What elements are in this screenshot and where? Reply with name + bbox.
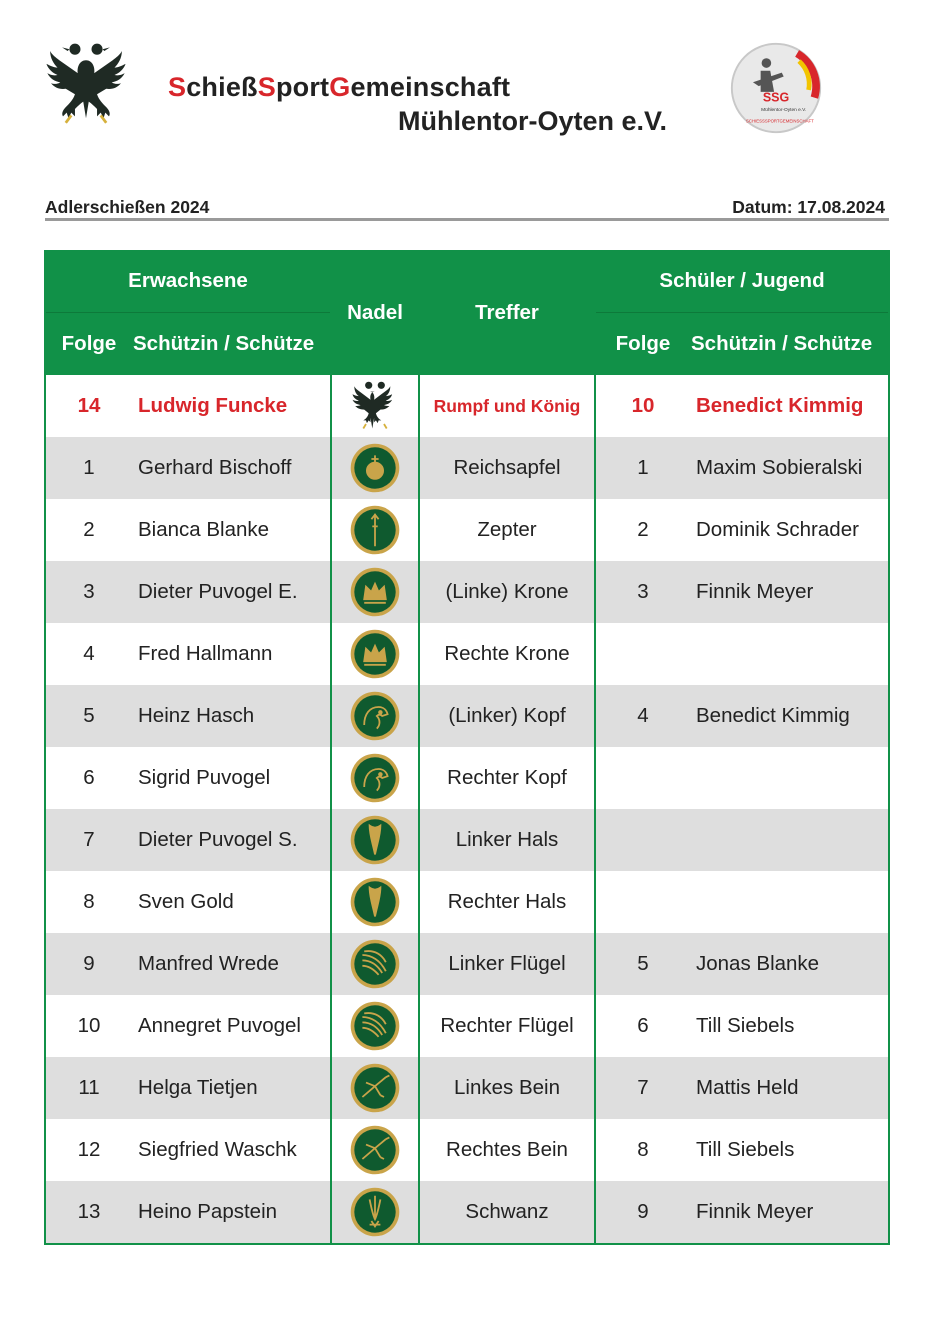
hit-cell: Rechter Hals: [419, 871, 595, 933]
youth-shooter: Maxim Sobieralski: [690, 437, 889, 499]
pin-cell: [331, 561, 419, 623]
adult-shooter: Ludwig Funcke: [132, 375, 331, 437]
adult-shooter: Manfred Wrede: [132, 933, 331, 995]
table-row: [45, 747, 889, 809]
club-name-part: S: [257, 72, 276, 102]
hit-cell: (Linke) Krone: [419, 561, 595, 623]
table-row: [45, 1119, 889, 1181]
imperial-orb-pin-icon: [348, 441, 402, 495]
adult-seq: 1: [45, 437, 132, 499]
crown-pin-icon: [348, 565, 402, 619]
table-row: [45, 995, 889, 1057]
pin-cell: [331, 375, 419, 437]
pin-cell: [331, 1057, 419, 1119]
pin-cell: [331, 933, 419, 995]
adult-seq: 9: [45, 933, 132, 995]
youth-seq: [595, 809, 690, 871]
hit-cell: Reichsapfel: [419, 437, 595, 499]
pin-cell: [331, 437, 419, 499]
hit-cell: Rumpf und König: [419, 375, 595, 437]
ssg-logo-text: SCHIESSSPORTGEMEINSCHAFT: [745, 118, 814, 124]
adult-shooter: Fred Hallmann: [132, 623, 331, 685]
hit-cell: Zepter: [419, 499, 595, 561]
youth-seq: 7: [595, 1057, 690, 1119]
club-location: Mühlentor-Oyten e.V.: [398, 106, 668, 136]
youth-shooter: Mattis Held: [690, 1057, 889, 1119]
youth-shooter: [690, 747, 889, 809]
youth-shooter: [690, 871, 889, 933]
hit-cell: Rechter Flügel: [419, 995, 595, 1057]
adult-seq: 5: [45, 685, 132, 747]
eagle-head-pin-icon: [348, 751, 402, 805]
table-row: [45, 561, 889, 623]
adult-shooter: Bianca Blanke: [132, 499, 331, 561]
youth-shooter: [690, 623, 889, 685]
adult-shooter: Gerhard Bischoff: [132, 437, 331, 499]
hit-cell: Linker Flügel: [419, 933, 595, 995]
scepter-pin-icon: [348, 503, 402, 557]
club-name: [168, 72, 510, 103]
table-row: [45, 375, 889, 437]
adult-seq: 8: [45, 871, 132, 933]
youth-seq: 2: [595, 499, 690, 561]
event-meta: [45, 197, 887, 219]
table-row: [45, 437, 889, 499]
adult-seq: 12: [45, 1119, 132, 1181]
youth-seq: 4: [595, 685, 690, 747]
adult-shooter: Heinz Hasch: [132, 685, 331, 747]
wing-pin-icon: [348, 937, 402, 991]
table-row: [45, 1057, 889, 1119]
hit-cell: Rechtes Bein: [419, 1119, 595, 1181]
club-name-part: chieß: [186, 72, 258, 102]
youth-shooter: [690, 809, 889, 871]
youth-seq: 10: [595, 375, 690, 437]
adult-seq: 10: [45, 995, 132, 1057]
column-header-seq: Folge: [45, 313, 132, 376]
pin-cell: [331, 1181, 419, 1244]
youth-shooter: Dominik Schrader: [690, 499, 889, 561]
club-name-part: G: [329, 72, 351, 102]
ssg-club-logo-icon: [728, 40, 824, 136]
eagle-head-pin-icon: [348, 689, 402, 743]
adult-shooter: Dieter Puvogel E.: [132, 561, 331, 623]
youth-shooter: Till Siebels: [690, 995, 889, 1057]
youth-seq: 3: [595, 561, 690, 623]
leg-pin-icon: [348, 1061, 402, 1115]
neck-pin-icon: [348, 875, 402, 929]
hit-cell: Linkes Bein: [419, 1057, 595, 1119]
event-date: Datum: 17.08.2024: [732, 197, 885, 217]
table-row: [45, 871, 889, 933]
youth-shooter: Till Siebels: [690, 1119, 889, 1181]
ssg-logo-text: SSG: [762, 90, 790, 105]
pin-cell: [331, 685, 419, 747]
adult-shooter: Sigrid Puvogel: [132, 747, 331, 809]
eagle-icon: [348, 379, 402, 433]
group-header-adults: Erwachsene: [45, 250, 331, 313]
pin-cell: [331, 871, 419, 933]
eagle-logo-icon: [40, 40, 132, 132]
column-header-hit: Treffer: [419, 250, 595, 375]
tail-pin-icon: [348, 1185, 402, 1239]
table-row: [45, 499, 889, 561]
table-row: [45, 623, 889, 685]
pin-cell: [331, 747, 419, 809]
youth-shooter: Benedict Kimmig: [690, 375, 889, 437]
table-row: [45, 809, 889, 871]
youth-shooter: Benedict Kimmig: [690, 685, 889, 747]
ssg-logo-text: Mühlentor-Oyten e.V.: [761, 108, 807, 114]
table-row: [45, 933, 889, 995]
youth-seq: 1: [595, 437, 690, 499]
hit-cell: (Linker) Kopf: [419, 685, 595, 747]
leg-pin-icon: [348, 1123, 402, 1177]
pin-cell: [331, 995, 419, 1057]
adult-shooter: Siegfried Waschk: [132, 1119, 331, 1181]
adult-shooter: Helga Tietjen: [132, 1057, 331, 1119]
club-name-part: port: [275, 72, 330, 102]
table-row: [45, 685, 889, 747]
pin-cell: [331, 809, 419, 871]
youth-seq: [595, 747, 690, 809]
adult-seq: 7: [45, 809, 132, 871]
group-header-youth: Schüler / Jugend: [595, 250, 889, 313]
adult-shooter: Heino Papstein: [132, 1181, 331, 1244]
youth-shooter: Finnik Meyer: [690, 1181, 889, 1244]
youth-seq: 9: [595, 1181, 690, 1244]
neck-pin-icon: [348, 813, 402, 867]
column-header-seq: Folge: [595, 313, 690, 376]
hit-cell: Schwanz: [419, 1181, 595, 1244]
adult-seq: 3: [45, 561, 132, 623]
adult-seq: 2: [45, 499, 132, 561]
adult-seq: 13: [45, 1181, 132, 1244]
club-name-part: emeinschaft: [350, 72, 511, 102]
column-header-shooter: Schützin / Schütze: [690, 313, 889, 376]
event-title: Adlerschießen 2024: [45, 197, 210, 217]
adult-seq: 11: [45, 1057, 132, 1119]
table-row: [45, 1181, 889, 1244]
adult-seq: 4: [45, 623, 132, 685]
youth-seq: 6: [595, 995, 690, 1057]
adult-shooter: Dieter Puvogel S.: [132, 809, 331, 871]
pin-cell: [331, 623, 419, 685]
youth-seq: [595, 871, 690, 933]
youth-shooter: Finnik Meyer: [690, 561, 889, 623]
hit-cell: Rechte Krone: [419, 623, 595, 685]
adult-seq: 14: [45, 375, 132, 437]
column-header-shooter: Schützin / Schütze: [132, 313, 331, 376]
pin-cell: [331, 499, 419, 561]
pin-cell: [331, 1119, 419, 1181]
divider: [45, 218, 889, 221]
hit-cell: Rechter Kopf: [419, 747, 595, 809]
results-table: [44, 250, 890, 1245]
adult-shooter: Sven Gold: [132, 871, 331, 933]
crown-pin-icon: [348, 627, 402, 681]
adult-seq: 6: [45, 747, 132, 809]
youth-seq: 8: [595, 1119, 690, 1181]
youth-seq: [595, 623, 690, 685]
hit-cell: Linker Hals: [419, 809, 595, 871]
adult-shooter: Annegret Puvogel: [132, 995, 331, 1057]
youth-shooter: Jonas Blanke: [690, 933, 889, 995]
column-header-pin: Nadel: [331, 250, 419, 375]
youth-seq: 5: [595, 933, 690, 995]
club-name-part: S: [168, 72, 187, 102]
wing-pin-icon: [348, 999, 402, 1053]
